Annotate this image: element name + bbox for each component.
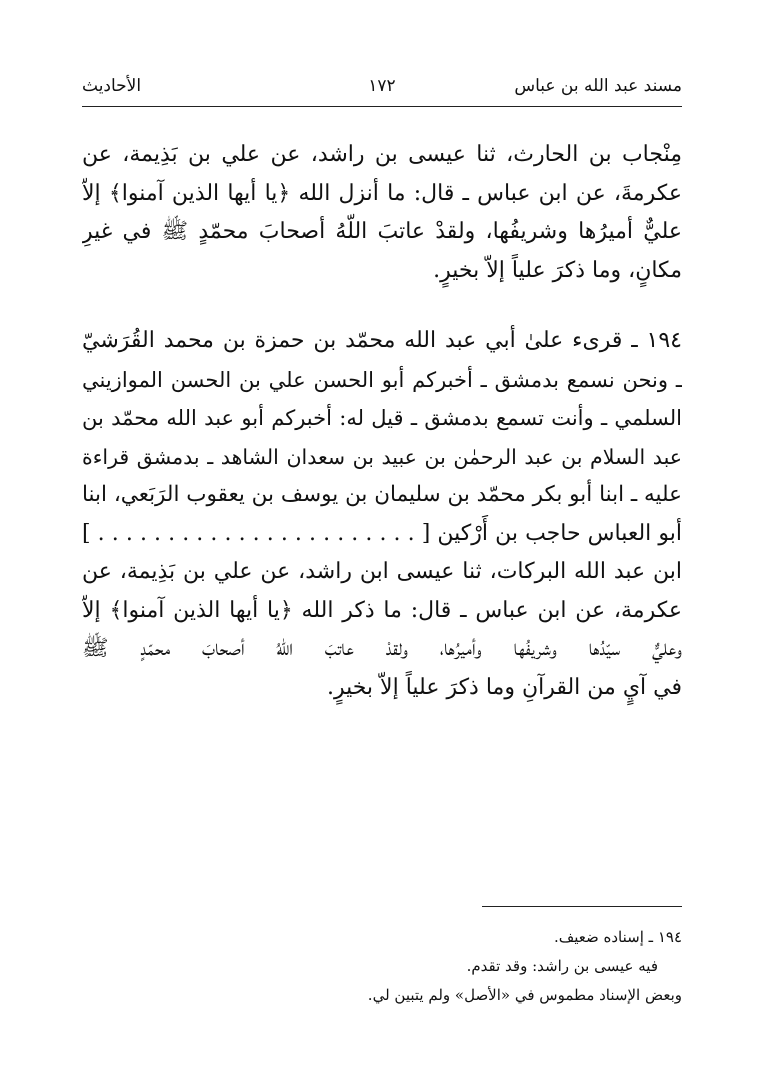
book-title: مسند عبد الله بن عباس [514, 76, 682, 96]
text-line: السلمي ـ وأنت تسمع بدمشق ـ قيل له: أخبركم أبو عبد الله محمّد بن [82, 406, 682, 430]
text-line: وعليٌّ سيّدُها وشريفُها وأميرُها، ولقدْ عاتبَ اللّهُ أصحابَ محمّدٍ ﷺ [82, 636, 682, 661]
text-line: عكرمةَ، عن ابن عباس ـ قال: ما أنزل الله ﴿يا أيها الذين آمنوا﴾ إلاّ [82, 180, 682, 206]
text-line: عليٌّ أميرُها وشريفُها، ولقدْ عاتبَ اللّهُ أصحابَ محمّدٍ ﷺ في غيرِ [82, 219, 682, 244]
text-line-lacuna: أبو العباس حاجب بن أَرْكين [ . . . . . . . . . . . . . . . . . . . . . . . ] [82, 520, 682, 546]
text-line: عكرمة، عن ابن عباس ـ قال: ما ذكر الله ﴿يا أيها الذين آمنوا﴾ إلاّ [82, 597, 682, 623]
text-line: مِنْجاب بن الحارث، ثنا عيسى بن راشد، عن علي بن بَذِيمة، عن [82, 142, 682, 167]
section-title: الأحاديث [82, 76, 142, 96]
running-header [82, 76, 682, 106]
footnote-line: وبعض الإسناد مطموس في «الأصل» ولم يتبين لي. [367, 986, 682, 1004]
footnote-heading: ١٩٤ ـ إسناده ضعيف. [553, 928, 682, 946]
text-line: عليه ـ ابنا أبو بكر محمّد بن سليمان بن يوسف بن يعقوب الرَبَعي، ابنا [82, 482, 682, 507]
page-number: ١٧٢ [368, 76, 396, 96]
text-line: عبد السلام بن عبد الرحمٰن بن عبيد بن سعدان الشاهد ـ بدمشق قراءة [82, 444, 682, 469]
footnote-divider [482, 906, 682, 907]
text-line: ـ ونحن نسمع بدمشق ـ أخبركم أبو الحسن علي بن الحسن الموازيني [82, 367, 682, 392]
footnotes [82, 923, 682, 1010]
paragraph-1 [82, 136, 682, 290]
text-line: في آيٍ من القرآنِ وما ذكرَ علياً إلاّ بخيرٍ. [326, 674, 682, 700]
text-line: مكانٍ، وما ذكرَ علياً إلاّ بخيرٍ. [433, 257, 682, 283]
text-line: ١٩٤ ـ قرىء علىٰ أبي عبد الله محمّد بن حمزة بن محمد القُرَشيّ [82, 328, 682, 353]
header-divider [82, 106, 682, 107]
hadith-194 [82, 322, 682, 707]
footnote-line: فيه عيسى بن راشد: وقد تقدم. [466, 957, 658, 975]
text-line: ابن عبد الله البركات، ثنا عيسى ابن راشد، عن علي بن بَذِيمة، عن [82, 559, 682, 584]
